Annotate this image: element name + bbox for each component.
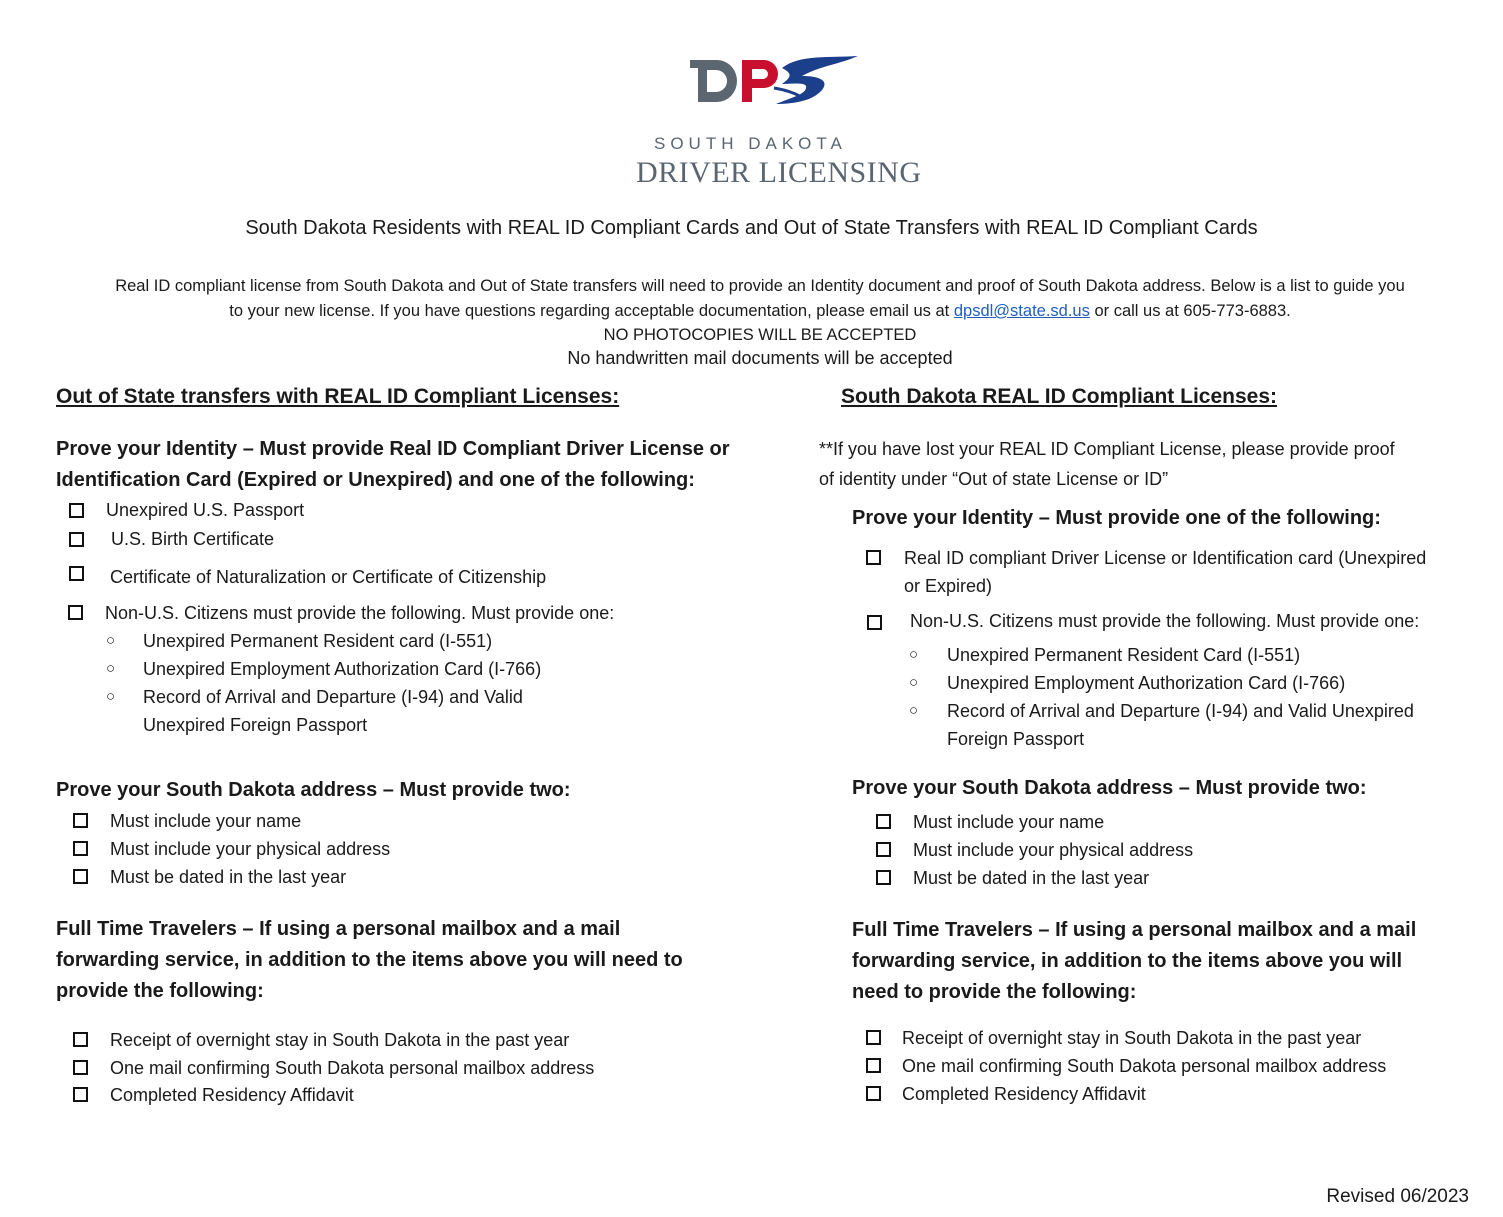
left-identity-item: Non-U.S. Citizens must provide the following. Must provide one: [105,603,615,623]
left-identity-item: Certificate of Naturalization or Certificate of Citizenship [110,567,547,587]
left-noncitizen-item: Record of Arrival and Departure (I-94) and Valid [143,687,523,707]
right-travelers-item: One mail confirming South Dakota personal mailbox address [902,1056,1387,1076]
left-address-item: Must include your name [110,811,302,831]
left-travelers-item: Receipt of overnight stay in South Dakota in the past year [110,1030,570,1050]
circle-bullet-icon: ○ [106,688,116,705]
left-noncitizen-item: Unexpired Foreign Passport [143,715,368,735]
right-noncitizen-item: Record of Arrival and Departure (I-94) and Valid Unexpired [947,701,1414,721]
checkbox[interactable] [73,813,88,828]
left-identity-item: U.S. Birth Certificate [111,529,275,549]
left-address-heading: Prove your South Dakota address – Must provide two: [56,779,571,801]
left-address-item: Must include your physical address [110,839,391,859]
right-identity-item-1a: Real ID compliant Driver License or Identification card (Unexpired [904,548,1427,568]
right-noncitizen-item: Unexpired Permanent Resident Card (I-551) [947,645,1301,665]
right-lost-license-note-1: **If you have lost your REAL ID Compliant License, please provide proof [819,439,1395,459]
no-photocopies-notice: NO PHOTOCOPIES WILL BE ACCEPTED [603,326,917,344]
left-travelers-item: Completed Residency Affidavit [110,1085,354,1105]
checkbox[interactable] [73,841,88,856]
checkbox[interactable] [876,814,891,829]
right-travelers-heading-1: Full Time Travelers – If using a personal mailbox and a mail [852,919,1417,941]
right-noncitizen-item: Foreign Passport [947,729,1085,749]
left-travelers-heading-2: forwarding service, in addition to the items above you will need to [56,949,683,971]
left-noncitizen-item: Unexpired Employment Authorization Card (I-766) [143,659,542,679]
right-travelers-item: Completed Residency Affidavit [902,1084,1146,1104]
checkbox[interactable] [876,842,891,857]
left-identity-heading-2: Identification Card (Expired or Unexpired) and one of the following: [56,469,695,491]
checkbox[interactable] [68,605,83,620]
circle-bullet-icon: ○ [909,674,919,691]
circle-bullet-icon: ○ [106,632,116,649]
email-link[interactable]: dpsdl@state.sd.us [953,302,1090,320]
checkbox[interactable] [69,503,84,518]
right-travelers-heading-3: need to provide the following: [852,981,1137,1003]
logo-line-driver-licensing: DRIVER LICENSING [636,156,922,189]
right-address-item: Must be dated in the last year [913,868,1150,888]
checkbox[interactable] [866,1030,881,1045]
dps-logo [630,52,922,192]
right-address-item: Must include your name [913,812,1105,832]
left-identity-item: Unexpired U.S. Passport [106,500,305,520]
checkbox[interactable] [866,1058,881,1073]
revised-date: Revised 06/2023 [1326,1186,1469,1207]
checkbox[interactable] [867,615,882,630]
right-address-heading: Prove your South Dakota address – Must provide two: [852,777,1367,799]
right-noncitizen-item: Unexpired Employment Authorization Card (I-766) [947,673,1346,693]
intro-line-2 [60,299,1460,324]
checkbox[interactable] [876,870,891,885]
dps-logo-mark [690,54,860,114]
left-identity-heading-1: Prove your Identity – Must provide Real ID Compliant Driver License or [56,438,730,460]
circle-bullet-icon: ○ [106,660,116,677]
circle-bullet-icon: ○ [909,646,919,663]
checkbox[interactable] [73,1060,88,1075]
right-address-item: Must include your physical address [913,840,1194,860]
checkbox[interactable] [73,1032,88,1047]
left-address-item: Must be dated in the last year [110,867,347,887]
right-travelers-heading-2: forwarding service, in addition to the items above you will [852,950,1403,972]
checkbox[interactable] [69,566,84,581]
right-section-title: South Dakota REAL ID Compliant Licenses: [841,385,1278,408]
right-travelers-item: Receipt of overnight stay in South Dakota in the past year [902,1028,1362,1048]
right-identity-item-2: Non-U.S. Citizens must provide the following. Must provide one: [910,611,1420,631]
intro-block [60,274,1460,370]
left-travelers-heading-1: Full Time Travelers – If using a personal mailbox and a mail [56,918,621,940]
left-noncitizen-item: Unexpired Permanent Resident card (I-551) [143,631,493,651]
no-handwritten-notice: No handwritten mail documents will be accepted [567,348,953,368]
checkbox[interactable] [866,550,881,565]
left-section-title: Out of State transfers with REAL ID Compliant Licenses: [56,385,620,408]
right-identity-heading: Prove your Identity – Must provide one of the following: [852,507,1381,529]
intro-line-1: Real ID compliant license from South Dakota and Out of State transfers will need to provide an Identity document and proof of South Dakota address. Below is a list to guide you [115,277,1405,295]
intro-line-2-pre: to your new license. If you have questions regarding acceptable documentation, please email us at [229,302,950,320]
intro-line-2-post: or call us at 605-773-6883. [1094,302,1291,320]
checkbox[interactable] [69,532,84,547]
page-title: South Dakota Residents with REAL ID Compliant Cards and Out of State Transfers with REAL ID Compliant Cards [245,217,1258,239]
left-travelers-heading-3: provide the following: [56,980,264,1002]
right-identity-item-1b: or Expired) [904,576,993,596]
logo-line-south-dakota: SOUTH DAKOTA [654,134,847,153]
left-travelers-item: One mail confirming South Dakota personal mailbox address [110,1058,595,1078]
checkbox[interactable] [73,869,88,884]
checkbox[interactable] [866,1086,881,1101]
circle-bullet-icon: ○ [909,702,919,719]
checkbox[interactable] [73,1087,88,1102]
right-lost-license-note-2: of identity under “Out of state License or ID” [819,469,1169,489]
